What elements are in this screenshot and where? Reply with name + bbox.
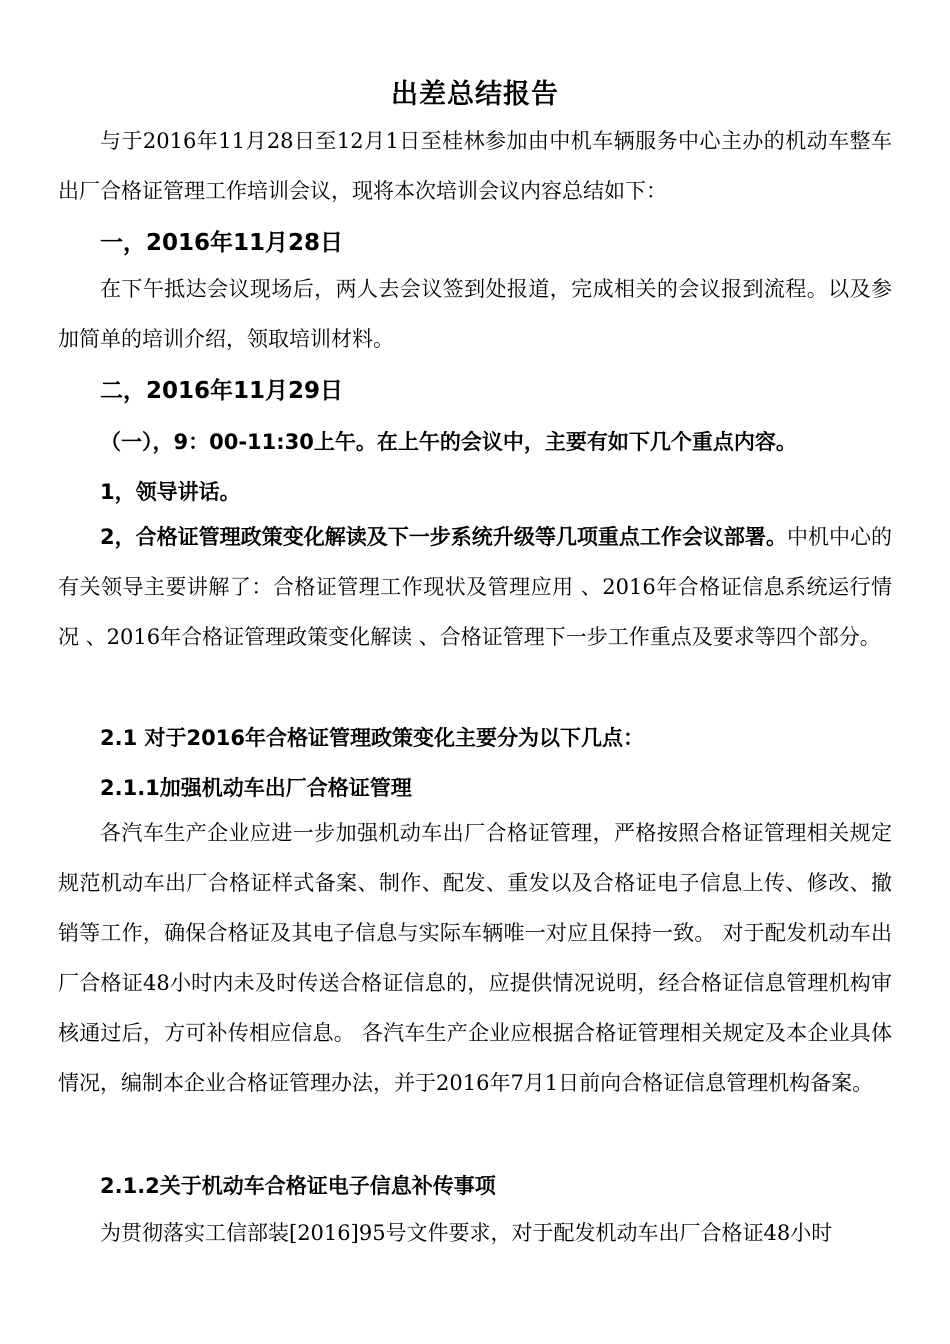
- section2-heading: 二，2016年11月29日: [100, 378, 344, 404]
- item-policy-paragraph: [58, 512, 892, 662]
- item-2-1-1-body: 各汽车生产企业应进一步加强机动车出厂合格证管理，严格按照合格证管理相关规定规范机动车出厂合格证样式备案、制作、配发、重发以及合格证电子信息上传、修改、撤销等工作，确保合格证及其电子信息与实际车辆唯一对应且保持一致。 对于配发机动车出厂合格证48小时内未及时传送合格证信息的，应提供情况说明，经合格证信息管理机构审核通过后，方可补传相应信息。 各汽车生产企业应根据合格证管理相关规定及本企业具体情况，编制本企业合格证管理办法，并于2016年7月1日前向合格证信息管理机构备案。: [58, 821, 892, 1095]
- item-2-1-2-heading: 2.1.2关于机动车合格证电子信息补传事项: [100, 1174, 496, 1198]
- item-policy-text: 中机中心的有关领导主要讲解了：合格证管理工作现状及管理应用 、2016年合格证信息系统运行情况 、2016年合格证管理政策变化解读 、合格证管理下一步工作重点及要求等四个部分。: [58, 525, 893, 649]
- item-policy-bold: 2，合格证管理政策变化解读及下一步系统升级等几项重点工作会议部署。: [100, 525, 787, 549]
- item-2-1-2-body: 为贯彻落实工信部装[2016]95号文件要求，对于配发机动车出厂合格证48小时: [100, 1221, 833, 1245]
- section1-body: 在下午抵达会议现场后，两人去会议签到处报道，完成相关的会议报到流程。以及参加简单的培训介绍，领取培训材料。: [58, 277, 892, 351]
- morning-session-heading: （一），9：00-11:30上午。在上午的会议中，主要有如下几个重点内容。: [100, 430, 797, 454]
- item-2-1-heading: 2.1 对于2016年合格证管理政策变化主要分为以下几点：: [100, 726, 644, 750]
- intro-paragraph: 与于2016年11月28日至12月1日至桂林参加由中机车辆服务中心主办的机动车整车出厂合格证管理工作培训会议，现将本次培训会议内容总结如下：: [58, 129, 892, 203]
- section1-heading: 一，2016年11月28日: [100, 230, 344, 256]
- document-title: 出差总结报告: [391, 79, 559, 110]
- item-2-1-1-heading: 2.1.1加强机动车出厂合格证管理: [100, 776, 412, 800]
- item-leader-speech: 1，领导讲话。: [100, 480, 241, 504]
